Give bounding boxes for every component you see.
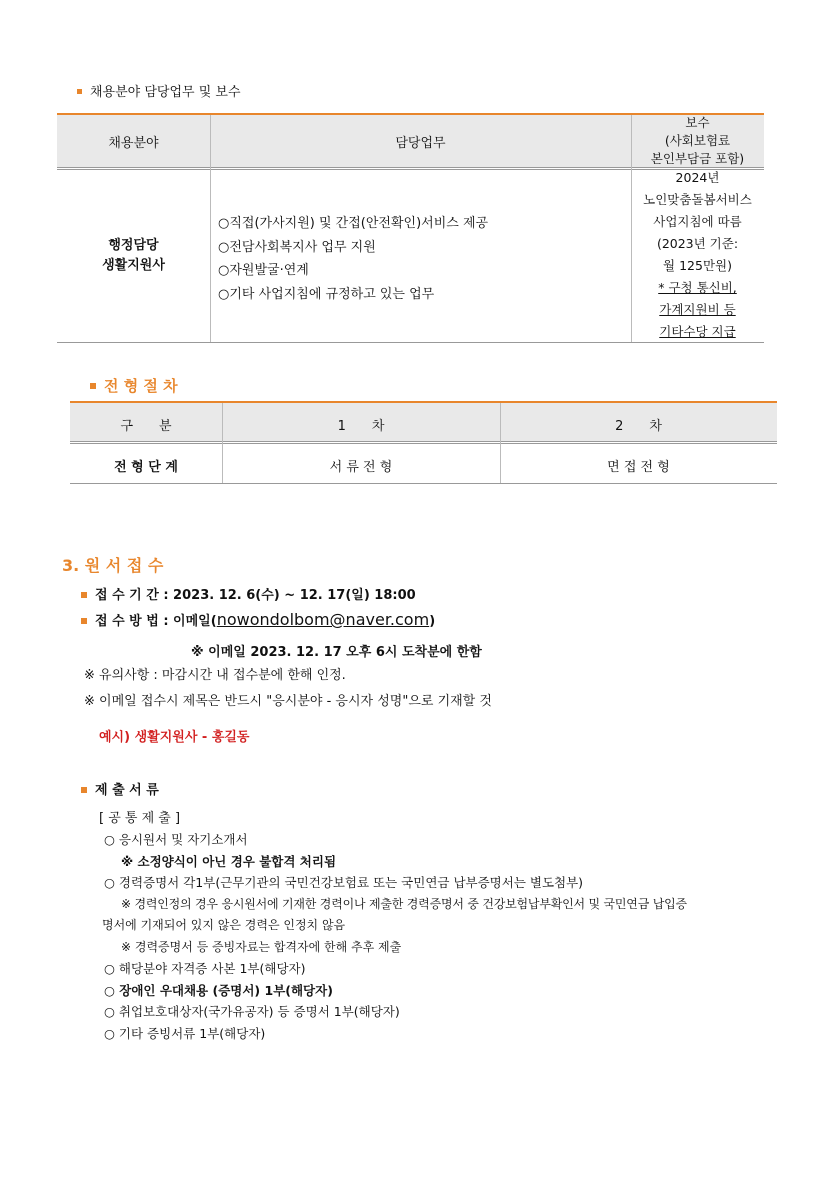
cell-interview-screening: 면 접 전 형 — [607, 460, 670, 475]
header-round-2: 2 차 — [615, 419, 662, 434]
common-documents-label: [ 공 통 제 출 ] — [99, 811, 181, 826]
cell-pay — [631, 167, 764, 343]
bullet-square-icon — [81, 592, 87, 598]
cell-field-line: 생활지원사 — [102, 258, 165, 273]
bullet-square-icon — [81, 787, 87, 793]
application-method-suffix: ) — [429, 614, 436, 629]
list-item: ○ 해당분야 자격증 사본 1부(해당자) — [104, 961, 306, 976]
list-item: ○ 장애인 우대채용 (증명서) 1부(해당자) — [104, 982, 333, 998]
bullet-square-icon — [90, 383, 96, 389]
pay-note-line: 가계지원비 등 — [659, 302, 736, 317]
table-header-rule — [70, 441, 777, 444]
duty-item: ○자원발굴·연계 — [218, 263, 309, 278]
section-title-text: 채용분야 담당업무 및 보수 — [90, 85, 241, 100]
pay-line: 월 125만원) — [663, 258, 732, 273]
list-item: ○ 취업보호대상자(국가유공자) 등 증명서 1부(해당자) — [104, 1004, 400, 1019]
duty-item: ○기타 사업지침에 규정하고 있는 업무 — [218, 286, 435, 302]
section-title-documents — [81, 779, 159, 798]
pay-note-line: * 구청 통신비, — [658, 280, 737, 295]
list-item-note: ※ 소정양식이 아닌 경우 불합격 처리됨 — [121, 853, 337, 869]
section-title-text: 전 형 절 차 — [104, 377, 178, 395]
application-period — [81, 584, 416, 603]
application-method-text: 접 수 방 법 : 이메일( — [95, 614, 217, 629]
cell-duties — [218, 212, 488, 306]
header-pay-line: 보수 — [685, 115, 710, 130]
header-category: 구 분 — [120, 419, 172, 434]
example-subject: 예시) 생활지원사 - 홍길동 — [99, 730, 250, 745]
cell-document-screening: 서 류 전 형 — [329, 460, 393, 475]
pay-line: 2024년 — [675, 170, 720, 185]
header-pay-line: 본인부담금 포함) — [650, 151, 745, 166]
list-item: ○ 기타 증빙서류 1부(해당자) — [104, 1025, 266, 1041]
cell-field-line: 행정담당 — [108, 238, 159, 253]
list-item-note: 명서에 기재되어 있지 않은 경력은 인정치 않음 — [102, 918, 346, 932]
list-item-note: ※ 경력증명서 등 증빙자료는 합격자에 한해 추후 제출 — [121, 939, 402, 954]
section-title-application: 3. 원 서 접 수 — [62, 556, 164, 575]
header-field: 채용분야 — [108, 136, 159, 151]
list-item: ○ 응시원서 및 자기소개서 — [104, 832, 248, 847]
cell-stage-label: 전 형 단 계 — [114, 460, 178, 475]
application-method — [81, 610, 435, 629]
header-pay — [631, 114, 764, 168]
duty-item: ○직접(가사지원) 및 간접(안전확인)서비스 제공 — [218, 216, 489, 231]
email-link[interactable]: nowondolbom@naver.com — [216, 610, 430, 629]
section-title-process — [90, 375, 178, 396]
table-bottom-rule — [70, 483, 777, 484]
header-round-1: 1 차 — [337, 419, 385, 434]
header-pay-line: (사회보험료 — [664, 133, 731, 148]
pay-line: 노인맞춤돌봄서비스 — [643, 192, 752, 207]
list-item-note: ※ 경력인정의 경우 응시원서에 기재한 경력이나 제출한 경력증명서 중 건강보험납부확인서 및 국민연금 납입증 — [121, 896, 687, 911]
bullet-square-icon — [77, 89, 82, 94]
documents-list — [104, 829, 784, 1044]
application-period-text: 접 수 기 간 : 2023. 12. 6(수) ~ 12. 17(일) 18:00 — [95, 588, 416, 603]
deadline-note: ※ 이메일 2023. 12. 17 오후 6시 도착분에 한함 — [191, 645, 482, 660]
pay-line: (2023년 기준: — [656, 236, 739, 251]
duty-item: ○전담사회복지사 업무 지원 — [218, 239, 376, 255]
cell-field — [57, 236, 210, 276]
notice-email-subject: ※ 이메일 접수시 제목은 반드시 "응시분야 - 응시자 성명"으로 기재할 것 — [84, 694, 492, 709]
section-title-text: 제 출 서 류 — [95, 783, 159, 798]
bullet-square-icon — [81, 618, 87, 624]
pay-line: 사업지침에 따름 — [653, 214, 742, 229]
pay-note-line: 기타수당 지급 — [659, 324, 736, 339]
notice-deadline: ※ 유의사항 : 마감시간 내 접수분에 한해 인정. — [84, 668, 346, 683]
section-title-recruitment — [77, 81, 241, 100]
list-item: ○ 경력증명서 각1부(근무기관의 국민건강보험료 또는 국민연금 납부증명서는 별도첨부) — [104, 875, 584, 890]
header-duty: 담당업무 — [395, 136, 446, 151]
